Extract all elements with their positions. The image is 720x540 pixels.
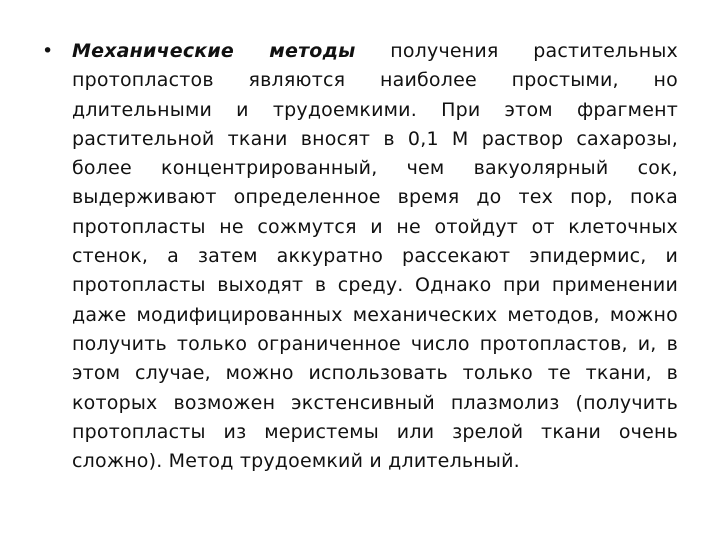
bullet-item bbox=[42, 37, 678, 476]
bullet-marker: • bbox=[42, 40, 54, 62]
emphasis-text: Механические методы bbox=[72, 40, 356, 62]
body-text: получения растительных протопластов являются наиболее простыми, но длительными и трудоемкими. При этом фрагмент растительной ткани вносят в 0,1 М раствор сахарозы, более концентрированный, чем вакуолярный сок, выдерживают определенное время до тех пор, пока протопласты не сожмутся и не отойдут от клеточных стенок, а затем аккуратно рассекают эпидермис, и протопласты выходят в среду. Однако при применении даже модифицированных механических методов, можно получить только ограниченное число протопластов, и, в этом случае, можно использовать только те ткани, в которых возможен экстенсивный плазмолиз (получить протопласты из меристемы или зрелой ткани очень сложно). Метод трудоемкий и длительный. bbox=[72, 40, 678, 473]
bullet-paragraph bbox=[72, 37, 678, 476]
